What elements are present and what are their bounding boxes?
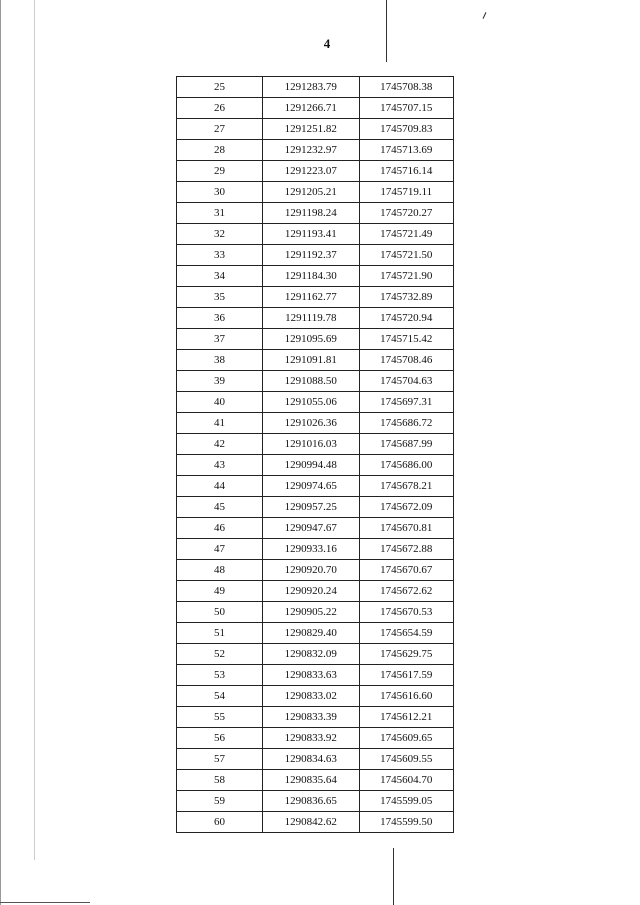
table-row — [177, 560, 454, 581]
y-coordinate-cell: 1745686.00 — [359, 455, 453, 476]
table-row — [177, 371, 454, 392]
y-coordinate-cell: 1745687.99 — [359, 434, 453, 455]
y-coordinate-cell: 1745719.11 — [359, 182, 453, 203]
x-coordinate-cell: 1290833.63 — [263, 665, 359, 686]
x-coordinate-cell: 1291251.82 — [263, 119, 359, 140]
table-row — [177, 518, 454, 539]
x-coordinate-cell: 1290920.70 — [263, 560, 359, 581]
point-number-cell: 28 — [177, 140, 263, 161]
x-coordinate-cell: 1291119.78 — [263, 308, 359, 329]
point-number-cell: 42 — [177, 434, 263, 455]
point-number-cell: 29 — [177, 161, 263, 182]
x-coordinate-cell: 1290833.02 — [263, 686, 359, 707]
table-row — [177, 308, 454, 329]
y-coordinate-cell: 1745670.53 — [359, 602, 453, 623]
point-number-cell: 54 — [177, 686, 263, 707]
table-row — [177, 497, 454, 518]
point-number-cell: 38 — [177, 350, 263, 371]
table-row — [177, 728, 454, 749]
point-number-cell: 48 — [177, 560, 263, 581]
x-coordinate-cell: 1290920.24 — [263, 581, 359, 602]
x-coordinate-cell: 1290835.64 — [263, 770, 359, 791]
y-coordinate-cell: 1745604.70 — [359, 770, 453, 791]
point-number-cell: 25 — [177, 77, 263, 98]
table-row — [177, 77, 454, 98]
y-coordinate-cell: 1745616.60 — [359, 686, 453, 707]
point-number-cell: 32 — [177, 224, 263, 245]
point-number-cell: 34 — [177, 266, 263, 287]
point-number-cell: 43 — [177, 455, 263, 476]
point-number-cell: 35 — [177, 287, 263, 308]
table-row — [177, 623, 454, 644]
table-row — [177, 665, 454, 686]
x-coordinate-cell: 1291193.41 — [263, 224, 359, 245]
point-number-cell: 37 — [177, 329, 263, 350]
scan-line-bottom — [393, 848, 394, 905]
y-coordinate-cell: 1745672.62 — [359, 581, 453, 602]
point-number-cell: 50 — [177, 602, 263, 623]
point-number-cell: 51 — [177, 623, 263, 644]
point-number-cell: 31 — [177, 203, 263, 224]
scan-tick-mark — [483, 12, 487, 19]
point-number-cell: 36 — [177, 308, 263, 329]
point-number-cell: 30 — [177, 182, 263, 203]
x-coordinate-cell: 1291095.69 — [263, 329, 359, 350]
x-coordinate-cell: 1290905.22 — [263, 602, 359, 623]
point-number-cell: 59 — [177, 791, 263, 812]
y-coordinate-cell: 1745599.50 — [359, 812, 453, 833]
x-coordinate-cell: 1290834.63 — [263, 749, 359, 770]
point-number-cell: 41 — [177, 413, 263, 434]
page-number: 4 — [323, 36, 331, 51]
point-number-cell: 47 — [177, 539, 263, 560]
y-coordinate-cell: 1745697.31 — [359, 392, 453, 413]
point-number-cell: 55 — [177, 707, 263, 728]
y-coordinate-cell: 1745672.09 — [359, 497, 453, 518]
table-row — [177, 812, 454, 833]
table-row — [177, 413, 454, 434]
table-row — [177, 287, 454, 308]
y-coordinate-cell: 1745709.83 — [359, 119, 453, 140]
point-number-cell: 39 — [177, 371, 263, 392]
y-coordinate-cell: 1745617.59 — [359, 665, 453, 686]
scan-line-top — [386, 0, 387, 62]
y-coordinate-cell: 1745707.15 — [359, 98, 453, 119]
coordinates-table-body — [177, 77, 454, 833]
point-number-cell: 49 — [177, 581, 263, 602]
scan-edge-left — [0, 0, 1, 905]
x-coordinate-cell: 1291088.50 — [263, 371, 359, 392]
x-coordinate-cell: 1291091.81 — [263, 350, 359, 371]
x-coordinate-cell: 1290833.39 — [263, 707, 359, 728]
y-coordinate-cell: 1745609.55 — [359, 749, 453, 770]
x-coordinate-cell: 1291184.30 — [263, 266, 359, 287]
x-coordinate-cell: 1290947.67 — [263, 518, 359, 539]
table-row — [177, 707, 454, 728]
x-coordinate-cell: 1290833.92 — [263, 728, 359, 749]
y-coordinate-cell: 1745713.69 — [359, 140, 453, 161]
scan-rule-bottom — [0, 902, 90, 903]
table-row — [177, 434, 454, 455]
y-coordinate-cell: 1745716.14 — [359, 161, 453, 182]
point-number-cell: 33 — [177, 245, 263, 266]
x-coordinate-cell: 1291205.21 — [263, 182, 359, 203]
table-row — [177, 350, 454, 371]
y-coordinate-cell: 1745720.94 — [359, 308, 453, 329]
y-coordinate-cell: 1745704.63 — [359, 371, 453, 392]
y-coordinate-cell: 1745670.67 — [359, 560, 453, 581]
x-coordinate-cell: 1290842.62 — [263, 812, 359, 833]
point-number-cell: 60 — [177, 812, 263, 833]
x-coordinate-cell: 1291016.03 — [263, 434, 359, 455]
y-coordinate-cell: 1745721.50 — [359, 245, 453, 266]
point-number-cell: 44 — [177, 476, 263, 497]
scan-edge-inner — [34, 0, 35, 860]
x-coordinate-cell: 1291055.06 — [263, 392, 359, 413]
y-coordinate-cell: 1745678.21 — [359, 476, 453, 497]
x-coordinate-cell: 1291198.24 — [263, 203, 359, 224]
table-row — [177, 455, 454, 476]
x-coordinate-cell: 1291026.36 — [263, 413, 359, 434]
table-row — [177, 770, 454, 791]
table-row — [177, 476, 454, 497]
table-row — [177, 392, 454, 413]
x-coordinate-cell: 1291192.37 — [263, 245, 359, 266]
y-coordinate-cell: 1745629.75 — [359, 644, 453, 665]
x-coordinate-cell: 1291232.97 — [263, 140, 359, 161]
point-number-cell: 46 — [177, 518, 263, 539]
y-coordinate-cell: 1745715.42 — [359, 329, 453, 350]
x-coordinate-cell: 1290829.40 — [263, 623, 359, 644]
point-number-cell: 27 — [177, 119, 263, 140]
table-row — [177, 266, 454, 287]
y-coordinate-cell: 1745708.38 — [359, 77, 453, 98]
table-row — [177, 161, 454, 182]
x-coordinate-cell: 1290836.65 — [263, 791, 359, 812]
point-number-cell: 53 — [177, 665, 263, 686]
y-coordinate-cell: 1745732.89 — [359, 287, 453, 308]
y-coordinate-cell: 1745721.90 — [359, 266, 453, 287]
point-number-cell: 52 — [177, 644, 263, 665]
y-coordinate-cell: 1745672.88 — [359, 539, 453, 560]
y-coordinate-cell: 1745654.59 — [359, 623, 453, 644]
x-coordinate-cell: 1291266.71 — [263, 98, 359, 119]
table-row — [177, 686, 454, 707]
y-coordinate-cell: 1745609.65 — [359, 728, 453, 749]
x-coordinate-cell: 1291283.79 — [263, 77, 359, 98]
table-row — [177, 644, 454, 665]
x-coordinate-cell: 1290933.16 — [263, 539, 359, 560]
table-row — [177, 245, 454, 266]
table-row — [177, 182, 454, 203]
coordinates-table — [176, 76, 454, 833]
table-row — [177, 581, 454, 602]
y-coordinate-cell: 1745612.21 — [359, 707, 453, 728]
x-coordinate-cell: 1290957.25 — [263, 497, 359, 518]
x-coordinate-cell: 1291223.07 — [263, 161, 359, 182]
x-coordinate-cell: 1290974.65 — [263, 476, 359, 497]
point-number-cell: 58 — [177, 770, 263, 791]
table-row — [177, 140, 454, 161]
point-number-cell: 57 — [177, 749, 263, 770]
x-coordinate-cell: 1290994.48 — [263, 455, 359, 476]
table-row — [177, 539, 454, 560]
table-row — [177, 329, 454, 350]
y-coordinate-cell: 1745599.05 — [359, 791, 453, 812]
y-coordinate-cell: 1745670.81 — [359, 518, 453, 539]
table-row — [177, 119, 454, 140]
x-coordinate-cell: 1291162.77 — [263, 287, 359, 308]
table-row — [177, 749, 454, 770]
table-row — [177, 602, 454, 623]
table-row — [177, 203, 454, 224]
point-number-cell: 56 — [177, 728, 263, 749]
y-coordinate-cell: 1745720.27 — [359, 203, 453, 224]
point-number-cell: 40 — [177, 392, 263, 413]
y-coordinate-cell: 1745708.46 — [359, 350, 453, 371]
x-coordinate-cell: 1290832.09 — [263, 644, 359, 665]
y-coordinate-cell: 1745721.49 — [359, 224, 453, 245]
point-number-cell: 45 — [177, 497, 263, 518]
table-row — [177, 98, 454, 119]
table-row — [177, 791, 454, 812]
y-coordinate-cell: 1745686.72 — [359, 413, 453, 434]
table-row — [177, 224, 454, 245]
point-number-cell: 26 — [177, 98, 263, 119]
